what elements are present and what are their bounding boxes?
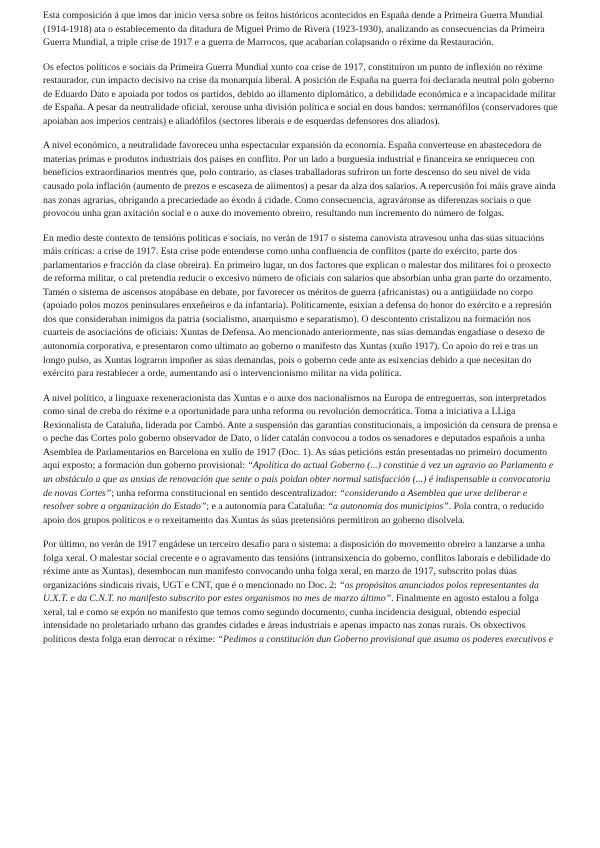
document-quote: “Pedimos a constitución dun Goberno provisional que asuma os poderes executivos e: [217, 633, 553, 645]
paragraph-text: Por último, no verán de 1917 engádese un terceiro desafío para o sistema: a disposición do movemento obreiro a lanzarse a unha folga xeral. O malestar social crecente e o agravamento das tensións (intransixencia do goberno, conflitos laborais e debilidade do réxime ante as Xuntas), desembocan nun manifesto convocando unha folga xeral, en marzo de 1917, subscrito polas dúas organizacións sindicais rivais, UGT e CNT, que é o mencionado no Doc. 2:: [43, 539, 551, 591]
document-quote: “a autonomía dos municipios”: [327, 501, 449, 513]
paragraph-text: . Pola contra, o reducido apoio dos grupos políticos e o rexeitamento das Xuntas ás súas pretensións permitiron ao goberno disolvela.: [43, 501, 544, 526]
paragraph-text: ; unha reforma constitucional en sentido descentralizador:: [111, 487, 338, 499]
paragraph-economy: A nivel económico, a neutralidade favoreceu unha espectacular expansión da economía. España converteuse en abastecedora de materias primas e produtos industriais dos países en conflito. Por un lado a burguesía industrial e financeira se enriqueceu con beneficios extraordinarios mentres que, polo contrario, as clases traballadoras sufriron un forte descenso do seu nivel de vida causado pola inflación (aumento de prezos e escaseza de alimentos) a pesar da alza dos salarios. A repercusión foi máis grave aínda nas zonas agrarias, obrigando a precariedade ao éxodo á cidade. Como consecuencia, agraváronse as diferenzas sociais o que provocou unha gran axitación social e o auxe do movemento obreiro, resultando nun incremento do número de folgas.: [43, 140, 556, 220]
document-quote: “os propósitos anunciados polos representantes da U.X.T. e da C.N.T. no manifesto subscrito por estes organismos no mes de marzo último”: [43, 579, 539, 605]
paragraph-first-world-war: Os efectos políticos e sociais da Primeira Guerra Mundial xunto coa crise de 1917, constituíron un punto de inflexión no réxime restaurador, cun impacto decisivo na crise da monarquía liberal. A posición de España na guerra foi declarada neutral polo goberno de Eduardo Dato e apoiada por todos os partidos, debido ao illamento diplomático, a debilidade económica e a incapacidade militar de España. A pesar da neutralidade oficial, xerouse unha división política e social en dous bandos: xermanófilos (conservadores que apoiaban aos imperios centrais) e aliadófilos (sectores liberais e de esquerdas defensores dos aliados).: [43, 61, 558, 127]
paragraph-text: A nivel político, a linguaxe rexeneracionista das Xuntas e o auxe dos nacionalismos na Europa de entreguerras, son interpretados como sinal de creba do réxime e a oportunidade para unha reforma ou revolución democrática. Toma a iniciativa a LLiga Rexionalista de Cataluña, liderada por Cambó. Ante a suspensión das garantías constitucionais, a imposición da censura de prensa e o peche das Cortes polo goberno observador de Dato, o líder catalán convocou a todos os senadores e deputados españois a unha Asemblea de Parlamentarios en Barcelona en xullo de 1917 (Doc. 1). As súas peticións están presentadas no primeiro documento aquí exposto; a formación dun goberno provisional:: [43, 392, 558, 472]
paragraph-introduction: Esta composición á que imos dar inicio versa sobre os feitos históricos acontecidos en España dende a Primeira Guerra Mundial (1914-1918) ata o establecemento da ditadura de Miguel Primo de Rivera (1923-1930), analizando as consecuencias da Primeira Guerra Mundial, a triple crise de 1917 e a guerra de Marrocos, que acabarían colapsando o réxime da Restauración.: [43, 10, 545, 49]
document-quote: “considerando a Asemblea que urxe deliberar e resolver sobre a organización do Estado”: [43, 487, 528, 513]
paragraph-general-strike: [43, 538, 559, 646]
paragraph-parliamentary-assembly: [43, 392, 559, 527]
paragraph-text: . Finalmente en agosto estalou a folga xeral, tal e como se expón no manifesto que temos como segundo documento, cunha incidencia desigual, obtendo especial intensidade no proletariado urbano das grandes cidades e áreas industriais e apenas impacto nas zonas rurais. Os obxectivos políticos desta folga eran derrocar o réxime:: [43, 593, 539, 645]
paragraph-crisis-1917-military: En medio deste contexto de tensións políticas e sociais, no verán de 1917 o sistema canovista atravesou unha das súas situacións máis críticas: a crise de 1917. Esta crise pode entenderse como unha confluencia de conflitos (parte do exército, parte dos parlamentarios e fracción da clase obreira). En primeiro lugar, un dos factores que explican o malestar dos militares foi o proxecto de reforma militar, o cal pretendía reducir o excesivo número de oficiais con salarios que absorbían unha gran parte do orzamento. Tamén o sistema de ascensos atopábase en debate, por favorecer os méritos de guerra (africanistas) ou a antigüidade no corpo (apoiado polos mozos peninsulares enxeñeiros e da infantaría). Politicamente, esixían a defensa do honor do exército e a represión dos que consideraban inimigos da patria (socialismo, anarquismo e separatismo). O descontento cristalizou na formación nos cuarteis de asociacións de oficiais: Xuntas de Defensa. Ao mencionado anteriormente, nas súas demandas engadíase o desexo de autonomía corporativa, e presentaron como ultimato ao goberno o manifesto das Xuntas (xuño 1917). Co apoio do rei e tras un longo pulso, as Xuntas lograron impoñer as súas demandas, pois o goberno cede ante as esixencias debido a que necesitan do exército para restablecer a orde, aumentando así o intervencionismo militar na vida política.: [43, 232, 552, 380]
paragraph-text: ; e a autonomía para Cataluña:: [206, 501, 326, 513]
document-quote: “Apolítica do actual Goberno (...) constitúe á vez un agravio ao Parlamento e un obstáculo a que as ansias de renovación que sente o país poidan obter normal satisfacción (...) é indispensable a convocatoria de novas Cortes”: [43, 460, 554, 499]
